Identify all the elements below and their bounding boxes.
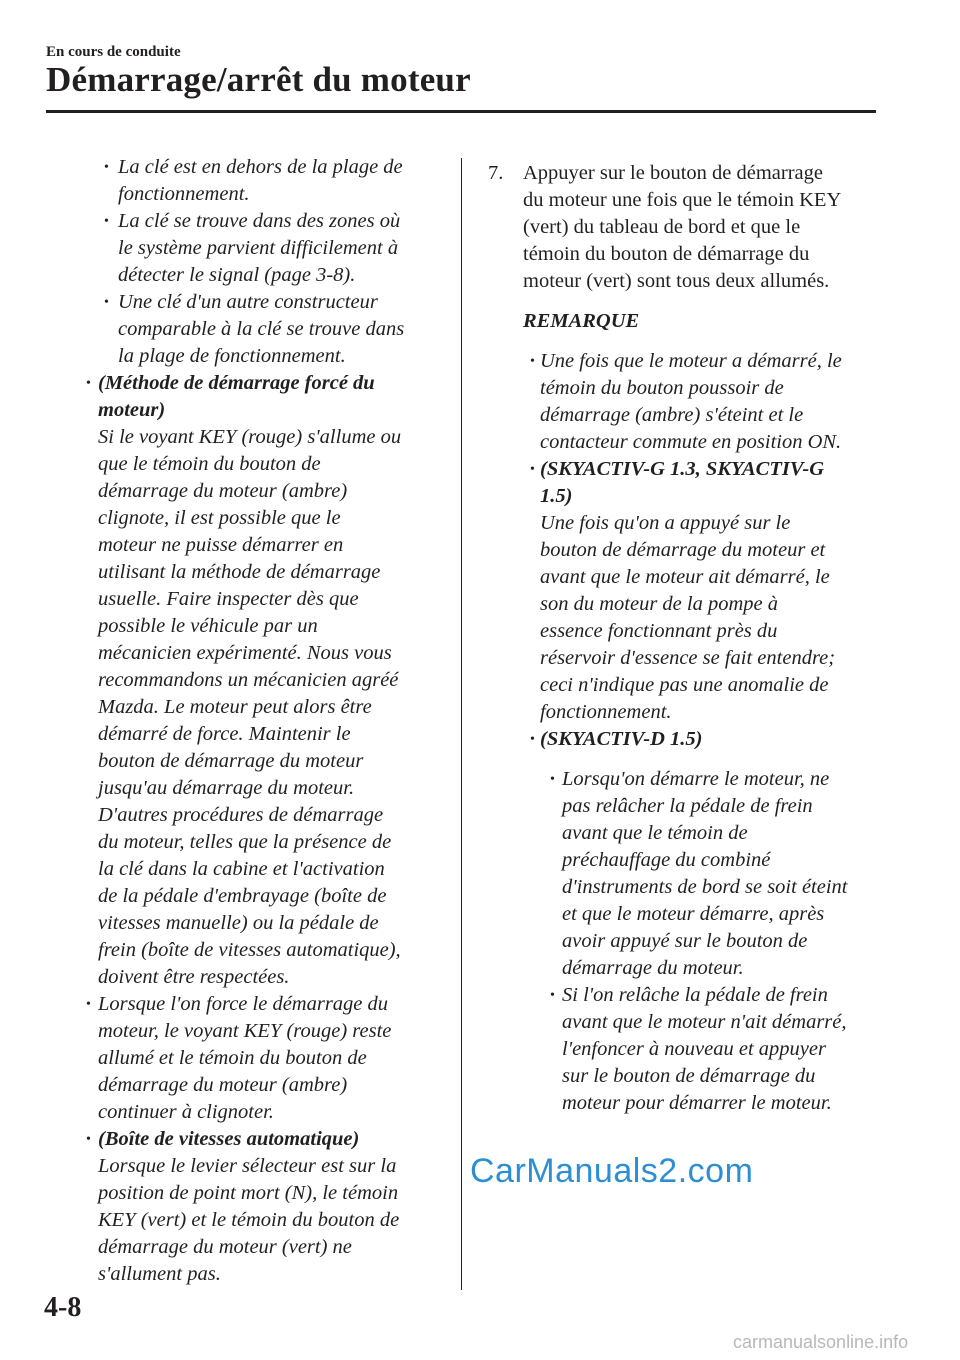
bullet-text-line: d'instruments de bord se soit éteint — [562, 876, 848, 898]
bullet-text-line: le système parvient difficilement à — [118, 237, 399, 259]
right-column — [488, 160, 888, 1117]
body-line: essence fonctionnant près du — [540, 620, 778, 642]
body-line: démarrage du moteur (ambre) — [98, 1074, 348, 1096]
sub-bullet-item — [70, 154, 440, 208]
body-line: moteur ne puisse démarrer en — [98, 534, 344, 556]
bullet-icon: • — [104, 295, 109, 310]
note-title: REMARQUE — [523, 310, 640, 332]
bullet-text-line: sur le bouton de démarrage du — [562, 1065, 816, 1087]
body-line: que le témoin du bouton de — [98, 453, 321, 475]
step-line: témoin du bouton de démarrage du — [523, 243, 810, 265]
body-line: bouton de démarrage du moteur — [98, 750, 364, 772]
sub-bullet-item — [488, 982, 888, 1117]
bullet-text-line: détecter le signal (page 3-8). — [118, 264, 356, 286]
bullet-icon: • — [86, 997, 91, 1012]
bullet-icon: • — [550, 772, 555, 787]
bullet-text-line: et que le moteur démarre, après — [562, 903, 825, 925]
page-number: 4-8 — [44, 1292, 82, 1323]
body-line: utilisant la méthode de démarrage — [98, 561, 381, 583]
bullet-icon: • — [86, 1132, 91, 1147]
body-line: contacteur commute en position ON. — [540, 431, 842, 453]
body-line: démarré de force. Maintenir le — [98, 723, 351, 745]
bullet-text-line: La clé est en dehors de la plage de — [118, 156, 403, 178]
body-line: Une fois qu'on a appuyé sur le — [540, 512, 791, 534]
body-line: D'autres procédures de démarrage — [98, 804, 384, 826]
bullet-text-line: Lorsqu'on démarre le moteur, ne — [562, 768, 830, 790]
bullet-text-line: avant que le moteur n'ait démarré, — [562, 1011, 847, 1033]
forced-start-heading: moteur) — [98, 399, 166, 421]
body-line: vitesses manuelle) ou la pédale de — [98, 912, 379, 934]
skyactiv-d-heading: (SKYACTIV-D 1.5) — [540, 728, 703, 750]
left-column — [70, 154, 440, 1288]
note-engine-started — [488, 348, 888, 456]
body-line: moteur, le voyant KEY (rouge) reste — [98, 1020, 392, 1042]
bullet-icon: • — [530, 462, 535, 477]
step-line: Appuyer sur le bouton de démarrage — [523, 162, 823, 184]
body-line: réservoir d'essence se fait entendre; — [540, 647, 836, 669]
skyactiv-g-heading: 1.5) — [540, 485, 573, 507]
header-rule — [46, 110, 876, 113]
force-note — [70, 991, 440, 1126]
step-line: moteur (vert) sont tous deux allumés. — [523, 270, 830, 292]
automatic-section — [70, 1126, 440, 1288]
body-line: Lorsque le levier sélecteur est sur la — [98, 1155, 397, 1177]
body-line: fonctionnement. — [540, 701, 672, 723]
body-line: possible le véhicule par un — [98, 615, 318, 637]
body-line: clignote, il est possible que le — [98, 507, 341, 529]
bullet-icon: • — [86, 376, 91, 391]
body-line: du moteur, telles que la présence de — [98, 831, 392, 853]
page-title: Démarrage/arrêt du moteur — [46, 60, 471, 99]
skyactiv-d-section — [488, 726, 888, 753]
bullet-text-line: la plage de fonctionnement. — [118, 345, 346, 367]
skyactiv-g-heading: (SKYACTIV-G 1.3, SKYACTIV-G — [540, 458, 825, 480]
body-line: avant que le moteur ait démarré, le — [540, 566, 830, 588]
skyactiv-d-instructions — [488, 766, 888, 1117]
sub-bullet-item — [488, 766, 888, 982]
forced-start-body — [98, 424, 440, 991]
bullet-text-line: avant que le témoin de — [562, 822, 748, 844]
bullet-text-line: fonctionnement. — [118, 183, 250, 205]
body-line: allumé et le témoin du bouton de — [98, 1047, 367, 1069]
body-line: position de point mort (N), le témoin — [98, 1182, 399, 1204]
bullet-text-line: Si l'on relâche la pédale de frein — [562, 984, 828, 1006]
automatic-heading: (Boîte de vitesses automatique) — [98, 1128, 360, 1150]
sub-bullet-item — [70, 208, 440, 289]
automatic-body — [98, 1153, 440, 1288]
footer-site: carmanualsonline.info — [733, 1332, 909, 1352]
step-line: (vert) du tableau de bord et que le — [523, 216, 801, 238]
body-line: Lorsque l'on force le démarrage du — [98, 993, 389, 1015]
key-range-conditions — [70, 154, 440, 370]
body-line: démarrage (ambre) s'éteint et le — [540, 404, 804, 426]
step-number: 7. — [488, 162, 504, 184]
bullet-text-line: La clé se trouve dans des zones où — [118, 210, 401, 232]
bullet-text-line: avoir appuyé sur le bouton de — [562, 930, 808, 952]
section-label: En cours de conduite — [46, 44, 181, 60]
body-line: bouton de démarrage du moteur et — [540, 539, 826, 561]
forced-start-heading: (Méthode de démarrage forcé du — [98, 372, 375, 394]
step-7 — [488, 160, 888, 295]
forced-start-section — [70, 370, 440, 991]
body-line: Mazda. Le moteur peut alors être — [98, 696, 372, 718]
bullet-icon: • — [104, 160, 109, 175]
body-line: démarrage du moteur (ambre) — [98, 480, 348, 502]
bullet-text-line: démarrage du moteur. — [562, 957, 744, 979]
body-line: doivent être respectées. — [98, 966, 290, 988]
body-line: usuelle. Faire inspecter dès que — [98, 588, 359, 610]
body-line: Une fois que le moteur a démarré, le — [540, 350, 842, 372]
bullet-text-line: préchauffage du combiné — [562, 849, 771, 871]
body-line: jusqu'au démarrage du moteur. — [98, 777, 355, 799]
body-line: son du moteur de la pompe à — [540, 593, 779, 615]
bullet-text-line: pas relâcher la pédale de frein — [562, 795, 813, 817]
body-line: de la pédale d'embrayage (boîte de — [98, 885, 387, 907]
body-line: la clé dans la cabine et l'activation — [98, 858, 385, 880]
skyactiv-g-section — [488, 456, 888, 726]
column-divider — [461, 158, 462, 1290]
body-line: frein (boîte de vitesses automatique), — [98, 939, 401, 961]
body-line: mécanicien expérimenté. Nous vous — [98, 642, 392, 664]
body-line: continuer à clignoter. — [98, 1101, 274, 1123]
body-line: KEY (vert) et le témoin du bouton de — [98, 1209, 400, 1231]
body-line: ceci n'indique pas une anomalie de — [540, 674, 829, 696]
sub-bullet-item — [70, 289, 440, 370]
bullet-text-line: comparable à la clé se trouve dans — [118, 318, 405, 340]
body-line: témoin du bouton poussoir de — [540, 377, 784, 399]
bullet-icon: • — [550, 988, 555, 1003]
bullet-text-line: l'enfoncer à nouveau et appuyer — [562, 1038, 826, 1060]
body-line: Si le voyant KEY (rouge) s'allume ou — [98, 426, 402, 448]
body-line: démarrage du moteur (vert) ne — [98, 1236, 352, 1258]
watermark-logo: CarManuals2.com — [470, 1152, 754, 1190]
bullet-text-line: moteur pour démarrer le moteur. — [562, 1092, 832, 1114]
body-line: s'allument pas. — [98, 1263, 221, 1285]
bullet-text-line: Une clé d'un autre constructeur — [118, 291, 378, 313]
step-line: du moteur une fois que le témoin KEY — [523, 189, 842, 211]
bullet-icon: • — [530, 732, 535, 747]
bullet-icon: • — [530, 354, 535, 369]
bullet-icon: • — [104, 214, 109, 229]
body-line: recommandons un mécanicien agréé — [98, 669, 399, 691]
